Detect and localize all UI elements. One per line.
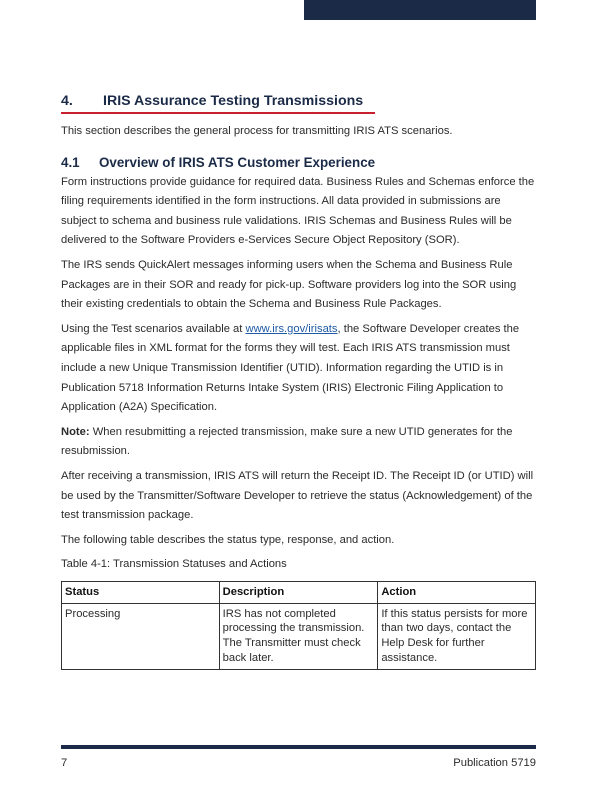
footer-divider (61, 745, 536, 749)
page-content (61, 92, 536, 670)
paragraph-test-scenarios-rest: , the Software Developer creates the applicable files in XML format for the forms they will test. Each IRIS ATS transmission must include a new Unique Transmission Identifier (UTID). Information regarding the UTID is in Publication 5718 Information Returns Intake System (IRIS) Electronic Filing Application to Application (A2A) Specification. (61, 322, 520, 414)
table-cell: If this status persists for more than two days, contact the Help Desk for further assistance. (378, 603, 536, 669)
table-caption: Table 4-1: Transmission Statuses and Actions (61, 558, 287, 571)
paragraph-test-scenarios (61, 320, 536, 418)
section-heading (61, 92, 536, 114)
page-number: 7 (61, 757, 68, 769)
section-intro: This section describes the general process for transmitting IRIS ATS scenarios. (61, 125, 453, 137)
table-row (62, 603, 536, 669)
paragraph-quickalert: The IRS sends QuickAlert messages informing users when the Schema and Business Rule Packages are in their SOR and ready for pick-up. Software providers log into the SOR using their existing credentials to obtain the Schema and Business Rule Packages. (61, 258, 517, 311)
note-text: When resubmitting a rejected transmission, make sure a new UTID generates for the resubmission. (61, 425, 513, 458)
note-paragraph (61, 423, 536, 462)
transmission-status-table (61, 581, 536, 670)
table-header-cell: Action (378, 581, 536, 603)
paragraph-table-intro: The following table describes the status type, response, and action. (61, 533, 395, 546)
table-cell: Processing (62, 603, 220, 669)
paragraph-receipt-id: After receiving a transmission, IRIS ATS will return the Receipt ID. The Receipt ID (or UTID) will be used by the Transmitter/Software Developer to retrieve the status (Acknowledgement) of the test transmission package. (61, 469, 534, 522)
subsection-number: 4.1 (61, 154, 80, 170)
section-title: IRIS Assurance Testing Transmissions (103, 93, 364, 109)
subsection-title-row (61, 154, 536, 172)
table-header-cell: Description (219, 581, 378, 603)
subsection-title: Overview of IRIS ATS Customer Experience (99, 154, 376, 170)
irisats-link[interactable]: www.irs.gov/irisats (245, 322, 338, 335)
section-number: 4. (61, 93, 73, 109)
section-title-underline (61, 112, 375, 114)
table-header-row (62, 581, 536, 603)
table-cell: IRS has not completed processing the transmission. The Transmitter must check back later. (219, 603, 378, 669)
publication-label: Publication 5719 (453, 757, 536, 769)
section-title-row (61, 92, 536, 110)
paragraph-form-instructions: Form instructions provide guidance for required data. Business Rules and Schemas enforce the filing requirements identified in the form instructions. All data provided in submissions are subject to schema and business rule validations. IRIS Schemas and Business Rules will be delivered to the Software Providers e-Services Secure Object Repository (SOR). (61, 175, 535, 247)
paragraph-test-scenarios-lead: Using the Test scenarios available at (61, 322, 246, 335)
table-header-cell: Status (62, 581, 220, 603)
header-decorative-bar (304, 0, 536, 20)
note-label: Note: (61, 425, 90, 438)
